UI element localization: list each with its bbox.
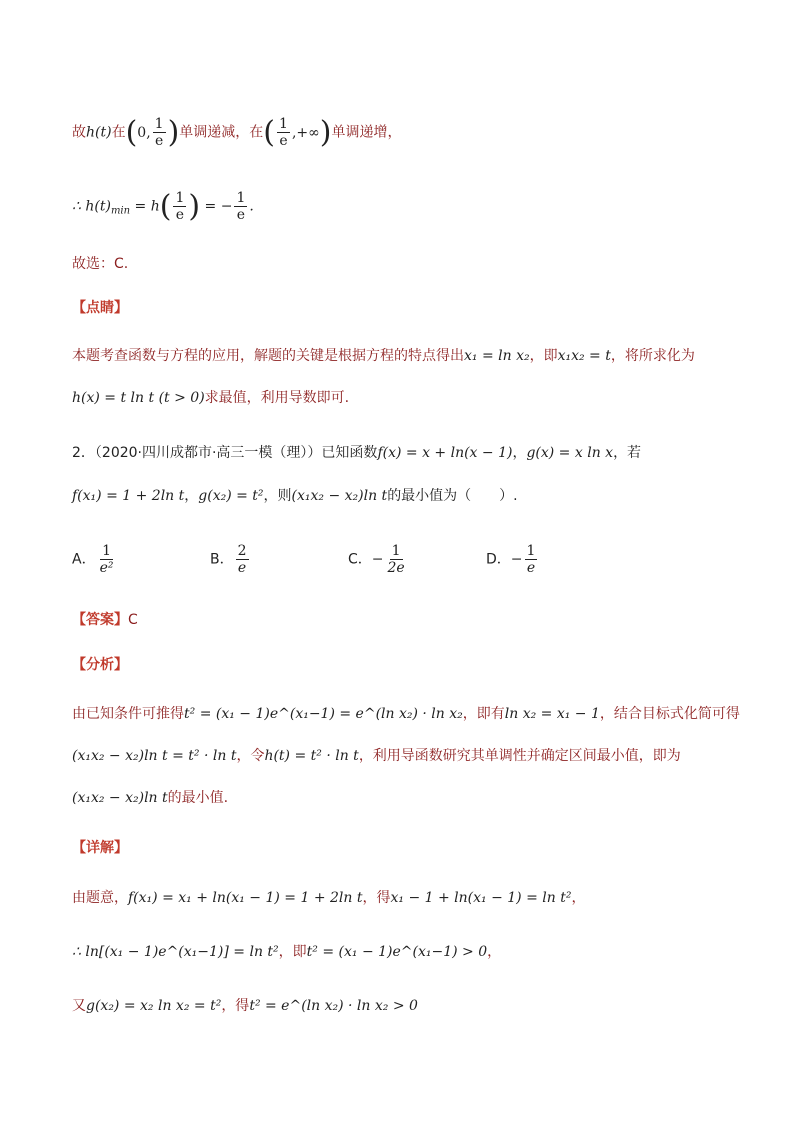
- text-gu: 故: [72, 124, 86, 141]
- fenxi-line-1: 由已知条件可推得t² = (x₁ − 1)e^(x₁−1) = e^(ln x₂) · ln x₂，即有ln x₂ = x₁ − 1，结合目标式化简可得: [72, 706, 740, 722]
- dianjing-line-1: 本题考查函数与方程的应用，解题的关键是根据方程的特点得出x₁ = ln x₂，即x₁x₂ = t，将所求化为: [72, 348, 695, 364]
- interval-2: ( $\frac{1}{e}$ ,+∞): [263, 114, 332, 150]
- answer-value: C: [128, 612, 138, 628]
- text-zai: 在: [111, 124, 126, 141]
- option-a[interactable]: A． $\frac{1}{\text{e²}}$: [72, 543, 114, 576]
- text-increasing: 单调递增，: [331, 124, 402, 141]
- fenxi-heading: 【分析】: [72, 657, 128, 673]
- problem-2-line-1: 2．（2020·四川成都市·高三一模（理））已知函数f(x) = x + ln(x − 1)，g(x) = x ln x，若: [72, 445, 642, 461]
- option-b[interactable]: B． $\frac{2}{e}$: [210, 543, 247, 576]
- fenxi-line-2: (x₁x₂ − x₂)ln t = t² · ln t，令h(t) = t² · ln t，利用导函数研究其单调性并确定区间最小值，即为: [72, 748, 681, 764]
- fenxi-line-3: (x₁x₂ − x₂)ln t的最小值.: [72, 790, 229, 806]
- dianjing-line-2: h(x) = t ln t (t > 0)求最值，利用导数即可.: [72, 390, 350, 406]
- dianjing-heading: 【点睛】: [72, 300, 128, 316]
- monotonic-statement: [72, 116, 734, 149]
- option-d[interactable]: D．− $\frac{1}{e}$: [486, 543, 536, 576]
- xiangjie-heading: 【详解】: [72, 840, 128, 856]
- xiangjie-line-1: 由题意，f(x₁) = x₁ + ln(x₁ − 1) = 1 + 2ln t，得x₁ − 1 + ln(x₁ − 1) = ln t²，: [72, 890, 586, 906]
- problem-2-line-2: f(x₁) = 1 + 2ln t，g(x₂) = t²，则(x₁x₂ − x₂)ln t的最小值为（ ）.: [72, 488, 518, 504]
- xiangjie-line-2: ∴ ln[(x₁ − 1)e^(x₁−1)] = ln t²，即t² = (x₁ − 1)e^(x₁−1) > 0，: [72, 944, 502, 960]
- interval-1: (0, $\frac{1}{e}$ ): [125, 114, 180, 150]
- option-c[interactable]: C．− $\frac{1}{2e}$: [348, 543, 405, 576]
- answer-line: 【答案】C: [72, 612, 138, 628]
- xiangjie-line-3: 又g(x₂) = x₂ ln x₂ = t²，得t² = e^(ln x₂) · ln x₂ > 0: [72, 998, 418, 1014]
- text-decreasing: 单调递减，在: [179, 124, 264, 141]
- min-value-line: ∴ $h(t)_{min} = h$( $\frac{1}{e}$ ) = − $\frac{1}{e}$ .: [72, 188, 254, 224]
- math-ht: h(t): [86, 124, 112, 141]
- answer-options: [72, 543, 734, 583]
- choose-answer: 故选：C.: [72, 256, 129, 272]
